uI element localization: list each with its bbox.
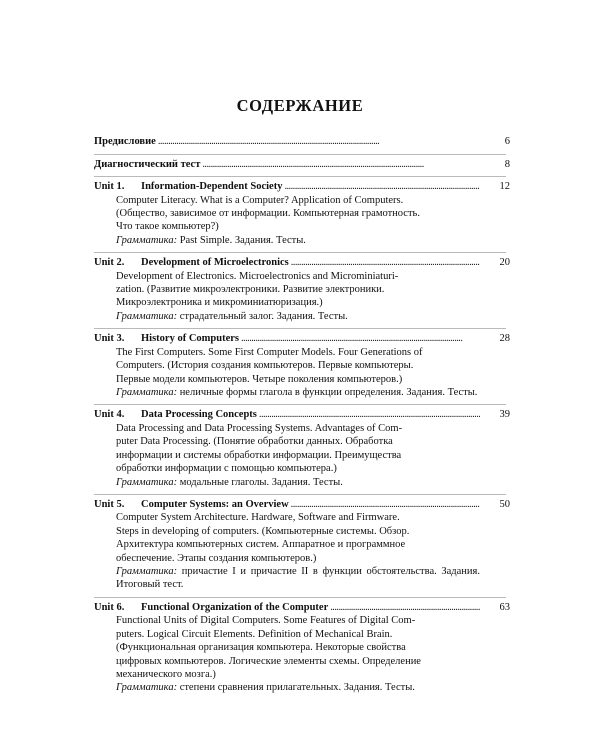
divider (94, 404, 506, 405)
toc-page-number: 39 (499, 409, 510, 421)
description-line: Что такое компьютер?) (116, 221, 219, 233)
description-line: Микроэлектроника и микроминиатюризация.) (116, 297, 323, 309)
unit-number: Unit 5. (94, 498, 125, 510)
description-line: Steps in developing of computers. (Компьютерные системы. Обзор. (116, 525, 410, 537)
grammar-note (116, 565, 480, 592)
grammar-text: неличные формы глагола в функции определения. Задания. Тесты. (177, 386, 478, 398)
grammar-label: Грамматика: (116, 566, 178, 578)
description-line: Computer Literacy. What is a Computer? Application of Computers. (116, 194, 404, 206)
divider (94, 597, 506, 598)
toc-entry-title: Предисловие (94, 136, 156, 147)
toc-entry-heading (94, 601, 510, 615)
dot-leader (284, 180, 480, 194)
description-line: обработки информации с помощью компьютера.) (116, 463, 337, 475)
description-line: puter Data Processing. (Понятие обработки данных. Обработка (116, 436, 393, 448)
grammar-label: Грамматика: (116, 310, 178, 322)
toc-page-number: 8 (504, 158, 510, 170)
toc-entry-preface[interactable] (94, 135, 510, 149)
toc-entry-unit-5[interactable] (94, 498, 510, 592)
unit-number: Unit 2. (94, 257, 125, 269)
grammar-label: Грамматика: (116, 476, 178, 488)
toc-page-number: 28 (499, 333, 510, 345)
toc-entry-heading (94, 180, 510, 194)
description-line: Computer System Architecture. Hardware, Software and Firmware. (116, 512, 400, 524)
grammar-text: модальные глаголы. Задания. Тесты. (177, 476, 343, 488)
grammar-label: Грамматика: (116, 234, 178, 246)
grammar-text: причастие I и причастие II в функции обстоятельства. Задания. Итоговый тест. (116, 566, 480, 591)
toc-entry-unit-6[interactable] (94, 601, 510, 695)
toc-entry-heading (94, 135, 510, 149)
description-line: Development of Electronics. Microelectronics and Microminiaturi- (116, 270, 399, 282)
divider (94, 154, 506, 155)
description-line: The First Computers. Some First Computer Models. Four Generations of (116, 346, 423, 358)
toc-entry-unit-2[interactable] (94, 256, 510, 323)
description-line: zation. (Развитие микроэлектроники. Развитие электроники. (116, 284, 385, 296)
grammar-note (116, 234, 480, 247)
dot-leader (259, 408, 480, 422)
toc-entry-title: Functional Organization of the Computer (141, 601, 329, 613)
description-line: обеспечение. Этапы создания компьютеров.) (116, 552, 317, 564)
toc-entry-description (94, 422, 506, 489)
divider (94, 494, 506, 495)
unit-number: Unit 4. (94, 409, 125, 421)
toc-entry-heading (94, 408, 510, 422)
dot-leader (291, 498, 480, 512)
toc-entry-title: Диагностический тест (94, 158, 201, 170)
toc-entry-description (94, 511, 506, 591)
divider (94, 328, 506, 329)
grammar-text: Past Simple. Задания. Тесты. (177, 234, 306, 246)
toc-entry-heading (94, 498, 510, 512)
dot-leader (202, 158, 480, 172)
divider (94, 252, 506, 253)
dot-leader (158, 135, 480, 149)
description-line: Computers. (История создания компьютеров. Первые компьютеры. (116, 360, 414, 372)
grammar-note (116, 476, 480, 489)
divider (94, 176, 506, 177)
description-line: (Функциональная организация компьютера. Некоторые свойства (116, 642, 406, 654)
toc-entry-title: History of Computers (141, 333, 239, 345)
table-of-contents (94, 135, 510, 695)
toc-entry-unit-3[interactable] (94, 332, 510, 399)
toc-entry-title: Information-Dependent Society (141, 181, 283, 192)
description-line: Functional Units of Digital Computers. Some Features of Digital Com- (116, 615, 416, 627)
grammar-label: Грамматика: (116, 682, 178, 694)
toc-entry-unit-1[interactable] (94, 180, 510, 247)
toc-entry-description (94, 270, 506, 324)
description-line: puters. Logical Circuit Elements. Definition of Mechanical Brain. (116, 628, 393, 640)
description-line: (Общество, зависимое от информации. Компьютерная грамотность. (116, 207, 420, 219)
toc-entry-diagnostic-test[interactable] (94, 158, 510, 172)
grammar-note (116, 681, 480, 694)
toc-entry-heading (94, 332, 510, 346)
dot-leader (291, 256, 480, 270)
toc-entry-title: Development of Microelectronics (141, 257, 289, 269)
grammar-text: страдательный залог. Задания. Тесты. (177, 310, 348, 322)
description-line: Архитектура компьютерных систем. Аппаратное и программное (116, 539, 406, 551)
dot-leader (241, 332, 480, 346)
page-title: СОДЕРЖАНИЕ (236, 96, 364, 115)
description-line: механического мозга.) (116, 668, 216, 680)
toc-page-number: 12 (499, 181, 510, 192)
toc-page-number: 63 (499, 601, 510, 613)
toc-entry-unit-4[interactable] (94, 408, 510, 489)
unit-number: Unit 1. (94, 181, 125, 192)
grammar-note (116, 386, 480, 399)
description-line: цифровых компьютеров. Логические элементы схемы. Определение (116, 655, 421, 667)
grammar-note (116, 310, 480, 323)
toc-entry-title: Computer Systems: an Overview (141, 498, 289, 510)
description-line: информации и системы обработки информации. Преимущества (116, 449, 402, 461)
toc-entry-title: Data Processing Concepts (141, 409, 257, 421)
toc-page-number: 20 (499, 257, 510, 269)
description-line: Data Processing and Data Processing Systems. Advantages of Com- (116, 422, 403, 434)
grammar-text: степени сравнения прилагательных. Задания. Тесты. (177, 682, 415, 694)
toc-entry-heading (94, 158, 510, 172)
unit-number: Unit 6. (94, 601, 125, 613)
toc-entry-description (94, 614, 506, 694)
unit-number: Unit 3. (94, 333, 125, 345)
description-line: Первые модели компьютеров. Четыре поколения компьютеров.) (116, 373, 403, 385)
toc-page-number: 6 (504, 136, 510, 147)
toc-entry-description (94, 194, 506, 248)
toc-entry-heading (94, 256, 510, 270)
dot-leader (330, 601, 480, 615)
toc-entry-description (94, 346, 506, 400)
grammar-label: Грамматика: (116, 386, 178, 398)
toc-page-number: 50 (499, 498, 510, 510)
